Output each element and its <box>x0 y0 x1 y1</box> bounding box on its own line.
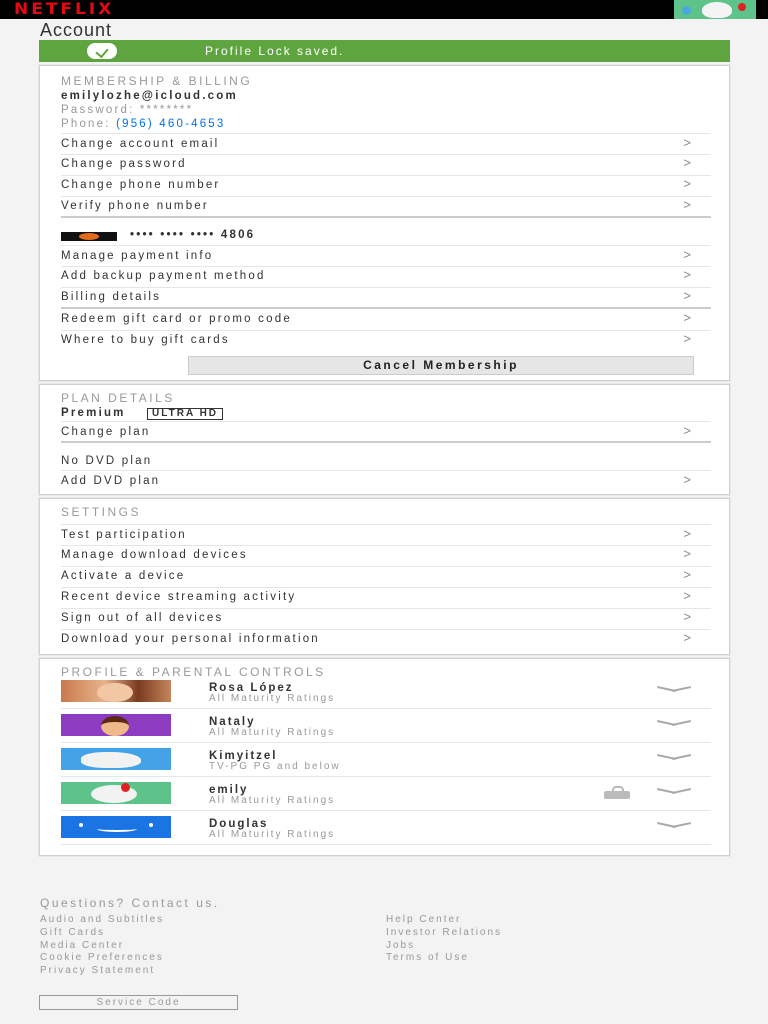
row-label: Verify phone number <box>61 200 209 212</box>
lock-icon <box>604 791 630 799</box>
card-brand-icon <box>61 232 117 241</box>
row-label: Billing details <box>61 291 162 303</box>
sign-out-all-row[interactable] <box>61 608 711 630</box>
ultra-hd-badge: ULTRA HD <box>147 408 223 420</box>
change-plan-row[interactable] <box>61 421 711 443</box>
chevron-right-icon: > <box>683 423 691 438</box>
chevron-right-icon: > <box>683 135 691 150</box>
chevron-right-icon: > <box>683 267 691 282</box>
section-heading: MEMBERSHIP & BILLING <box>61 74 253 88</box>
banner-message: Profile Lock saved. <box>205 44 345 58</box>
profile-avatar[interactable] <box>674 0 756 19</box>
profile-picture <box>61 714 171 736</box>
row-label: Manage download devices <box>61 549 248 561</box>
phone-line <box>61 118 226 130</box>
footer-link[interactable]: Privacy Statement <box>40 965 156 976</box>
account-email: emilylozhe@icloud.com <box>61 90 238 102</box>
profile-name: Douglas <box>209 818 269 830</box>
profile-row[interactable] <box>61 812 711 845</box>
contact-us-link[interactable]: Questions? Contact us. <box>40 896 220 910</box>
verify-phone-row[interactable] <box>61 196 711 218</box>
row-label: Change password <box>61 158 187 170</box>
row-label: Sign out of all devices <box>61 612 224 624</box>
profile-name: emily <box>209 784 249 796</box>
footer-link[interactable]: Help Center <box>386 914 462 925</box>
profile-rating: All Maturity Ratings <box>209 795 336 806</box>
row-label: Add backup payment method <box>61 270 266 282</box>
download-info-row[interactable] <box>61 629 711 651</box>
profile-rating: All Maturity Ratings <box>209 693 336 704</box>
chevron-right-icon: > <box>683 176 691 191</box>
footer-link[interactable]: Jobs <box>386 940 416 951</box>
chevron-right-icon: > <box>683 526 691 541</box>
chevron-right-icon: > <box>683 310 691 325</box>
add-dvd-row[interactable] <box>61 470 711 492</box>
footer-link[interactable]: Terms of Use <box>386 952 469 963</box>
plan-card <box>39 384 730 495</box>
row-label: Change account email <box>61 138 220 150</box>
cancel-membership-button[interactable]: Cancel Membership <box>188 356 694 375</box>
streaming-activity-row[interactable] <box>61 587 711 609</box>
profile-name: Rosa López <box>209 682 294 694</box>
row-label: Activate a device <box>61 570 186 582</box>
footer-link[interactable]: Media Center <box>40 940 125 951</box>
membership-card <box>39 65 730 381</box>
phone-number: (956) 460-4653 <box>116 118 226 130</box>
row-label: Add DVD plan <box>61 475 161 487</box>
check-icon <box>87 43 117 59</box>
chevron-down-icon[interactable] <box>657 786 691 798</box>
chevron-right-icon: > <box>683 331 691 346</box>
row-label: Test participation <box>61 529 187 541</box>
row-label: Redeem gift card or promo code <box>61 313 292 325</box>
row-label: Change plan <box>61 426 151 438</box>
profile-picture <box>61 816 171 838</box>
footer-link[interactable]: Audio and Subtitles <box>40 914 165 925</box>
profile-name: Nataly <box>209 716 256 728</box>
service-code-button[interactable]: Service Code <box>39 995 238 1010</box>
footer-link[interactable]: Cookie Preferences <box>40 952 164 963</box>
billing-details-row[interactable] <box>61 287 711 309</box>
profile-rating: All Maturity Ratings <box>209 829 336 840</box>
profile-rating: All Maturity Ratings <box>209 727 336 738</box>
test-participation-row[interactable] <box>61 524 711 546</box>
dvd-status: No DVD plan <box>61 455 153 467</box>
change-phone-row[interactable] <box>61 175 711 197</box>
profile-rating: TV-PG PG and below <box>209 761 341 772</box>
chevron-right-icon: > <box>683 288 691 303</box>
buy-gift-row[interactable] <box>61 330 711 352</box>
change-email-row[interactable] <box>61 133 711 155</box>
redeem-gift-row[interactable] <box>61 309 711 331</box>
row-label: Where to buy gift cards <box>61 334 230 346</box>
profile-picture <box>61 782 171 804</box>
success-banner <box>39 40 730 62</box>
chevron-right-icon: > <box>683 630 691 645</box>
backup-payment-row[interactable] <box>61 266 711 288</box>
settings-card <box>39 498 730 655</box>
netflix-logo[interactable]: NETFLIX <box>14 0 115 19</box>
chevron-down-icon[interactable] <box>657 820 691 832</box>
row-label: Recent device streaming activity <box>61 591 297 603</box>
profile-row[interactable] <box>61 744 711 777</box>
footer-link[interactable]: Investor Relations <box>386 927 503 938</box>
chevron-down-icon[interactable] <box>657 752 691 764</box>
chevron-right-icon: > <box>683 197 691 212</box>
profiles-card <box>39 658 730 856</box>
profile-picture <box>61 680 171 702</box>
chevron-right-icon: > <box>683 247 691 262</box>
profile-row[interactable] <box>61 778 711 811</box>
phone-label: Phone: <box>61 118 111 130</box>
chevron-right-icon: > <box>683 567 691 582</box>
profile-row[interactable] <box>61 710 711 743</box>
section-heading: PROFILE & PARENTAL CONTROLS <box>61 665 326 679</box>
activate-device-row[interactable] <box>61 566 711 588</box>
plan-name-line <box>61 407 223 420</box>
password-mask: Password: ******** <box>61 104 194 116</box>
plan-name: Premium <box>61 407 126 419</box>
manage-payment-row[interactable] <box>61 245 711 267</box>
chevron-down-icon[interactable] <box>657 718 691 730</box>
download-devices-row[interactable] <box>61 545 711 567</box>
chevron-right-icon: > <box>683 546 691 561</box>
section-heading: SETTINGS <box>61 505 142 519</box>
page-title: Account <box>40 20 113 40</box>
top-bar <box>0 0 768 19</box>
row-label: Manage payment info <box>61 250 214 262</box>
change-password-row[interactable] <box>61 154 711 176</box>
chevron-right-icon: > <box>683 155 691 170</box>
footer-link[interactable]: Gift Cards <box>40 927 106 938</box>
profile-name: Kimyitzel <box>209 750 278 762</box>
row-label: Download your personal information <box>61 633 320 645</box>
section-heading: PLAN DETAILS <box>61 391 175 405</box>
chevron-right-icon: > <box>683 588 691 603</box>
chevron-down-icon[interactable] <box>657 684 691 696</box>
chevron-right-icon: > <box>683 609 691 624</box>
row-label: Change phone number <box>61 179 221 191</box>
profile-row[interactable] <box>61 676 711 709</box>
chevron-right-icon: > <box>683 472 691 487</box>
profile-picture <box>61 748 171 770</box>
card-number: •••• •••• •••• 4806 <box>130 229 256 241</box>
